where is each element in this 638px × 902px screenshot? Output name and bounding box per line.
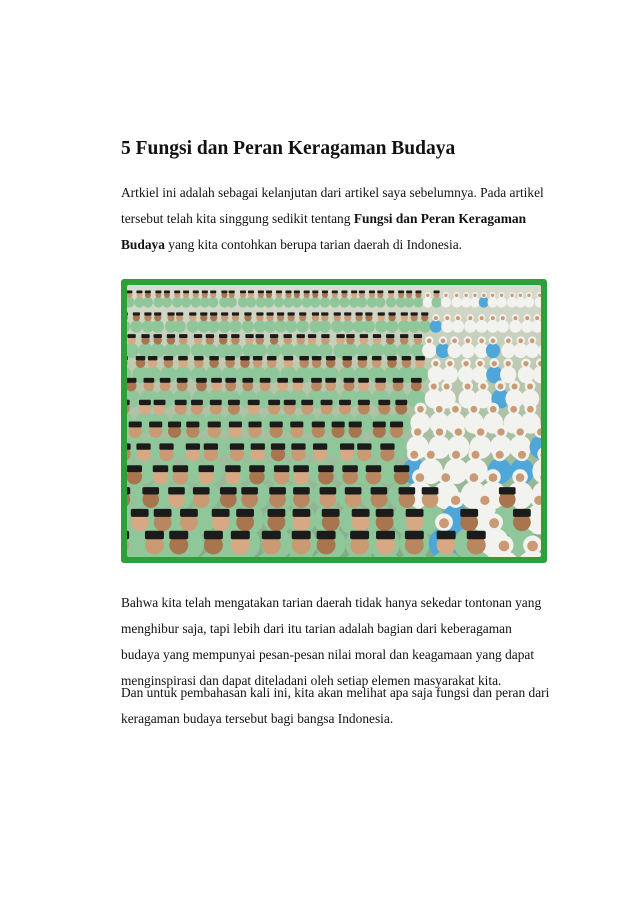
article-title: 5 Fungsi dan Peran Keragaman Budaya <box>121 138 456 159</box>
crowd-photo <box>127 285 541 557</box>
body-paragraph-2: Dan untuk pembahasan kali ini, kita akan melihat apa saja fungsi dan peran dari keragaman budaya tersebut bagi bangsa Indonesia. <box>121 685 550 726</box>
crowd-figures <box>127 291 541 558</box>
intro-text-1: Artkiel ini adalah sebagai kelanjutan dari artikel saya sebelumnya. Pada artikel tersebut telah kita singgung sedikit tentang <box>121 185 544 226</box>
intro-text-2: yang kita contohkan berupa tarian daerah di Indonesia. <box>164 237 463 252</box>
crowd-photo-frame <box>121 279 547 563</box>
intro-bold-phrase: Fungsi dan Peran Keragaman Budaya <box>121 211 527 252</box>
intro-paragraph <box>121 180 551 258</box>
body-paragraph-1: Bahwa kita telah mengatakan tarian daerah tidak hanya sekedar tontonan yang menghibur saja, tapi lebih dari itu tarian adalah bagian dari keberagaman budaya yang mempunyai pesan-pesan nilai moral dan keagamaan yang dapat menginspirasi dan dapat diteladani oleh setiap elemen masyarakat kita. <box>121 595 542 688</box>
